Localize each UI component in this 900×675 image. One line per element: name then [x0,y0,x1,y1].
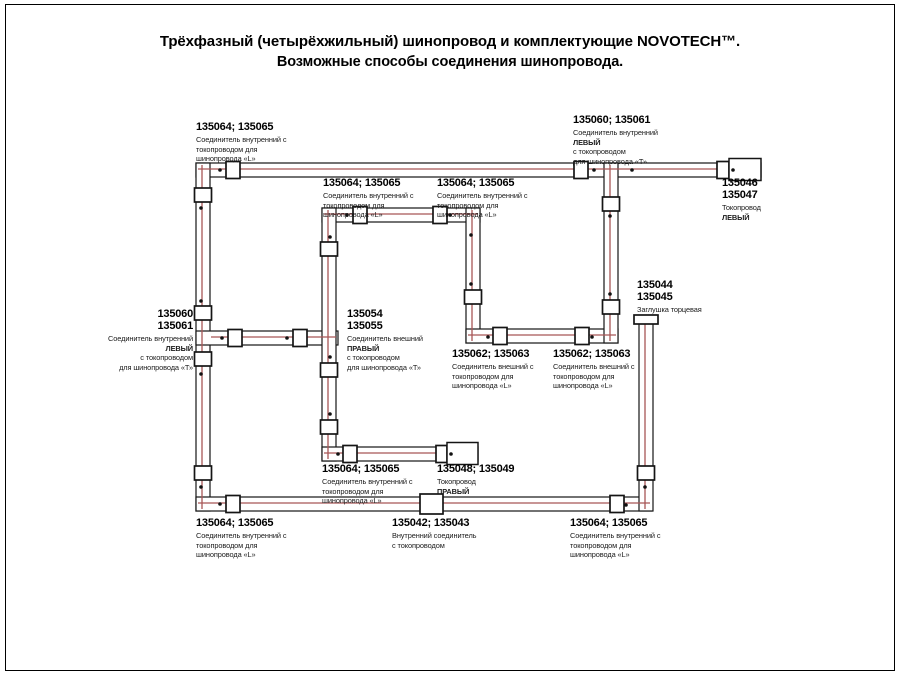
junction-dot [328,355,332,359]
junction-dot [199,206,203,210]
track-right-vertical [604,163,618,343]
connector-box [321,363,338,377]
part-label-outer-mid-right [553,348,634,391]
connector-box [343,446,357,463]
part-label-top-left [196,121,287,164]
title-line-2: Возможные способы соединения шинопровода. [276,54,624,70]
connector-box [321,242,338,256]
junction-dot [590,335,594,339]
connector-box [603,300,620,314]
part-desc-line: с токопроводом [392,540,445,550]
part-desc-line: Соединитель внутренний [573,128,658,137]
part-desc-line: токопроводом для [322,486,384,496]
track-mid-left-vertical [466,208,480,343]
part-desc-line: Соединитель внутренний с [323,191,414,200]
part-desc-line: Соединитель внутренний с [570,531,661,540]
part-label-feed-left [722,177,761,222]
part-label-outer-mid-left [452,348,533,391]
part-desc-line: ПРАВЫЙ [437,486,470,496]
junction-dot [328,412,332,416]
connector-box [226,162,240,179]
part-desc-line: ПРАВЫЙ [347,343,380,353]
part-code: 135060; 135061 [573,114,651,126]
part-label-end-cap [637,279,702,315]
part-code: 135064; 135065 [322,463,400,475]
junction-dot [285,336,289,340]
part-desc-line: для шинопровода «Т» [119,362,193,372]
connector-box [436,446,447,463]
junction-dot [486,335,490,339]
part-desc-line: для шинопровода «Т» [573,156,647,166]
part-label-left-tee [53,308,193,372]
connector-box [465,290,482,304]
straight-connector-box [420,494,443,514]
part-desc-line: Заглушка торцевая [637,305,702,314]
part-desc-line: Внутренний соединитель [392,531,477,540]
track-top [196,163,761,177]
connector-box [195,306,212,320]
part-code: 135062; 135063 [553,348,631,360]
part-label-top-mid-left [323,177,414,220]
part-label-top-right [573,114,658,166]
part-desc-line: Соединитель внешний с [452,362,534,371]
part-label-top-mid-right [437,177,528,220]
part-desc-line: токопроводом для [570,540,632,550]
part-desc-line: шинопровода «L» [452,381,512,391]
junction-dot [328,235,332,239]
part-desc-line: токопроводом для [553,371,615,381]
part-desc-line: шинопровода «L» [322,496,382,506]
part-code: 135042; 135043 [392,517,470,529]
junction-dot [643,485,647,489]
part-desc-line: токопроводом для [196,540,258,550]
part-desc-line: шинопровода «L» [570,550,630,560]
part-code: 135064; 135065 [437,177,515,189]
part-desc-line: шинопровода «L» [323,210,383,220]
connector-box [493,328,507,345]
connector-box [293,330,307,347]
connector-box [195,466,212,480]
junction-dot [449,452,453,456]
junction-dot [199,299,203,303]
junction-dot [220,336,224,340]
junction-dot [218,168,222,172]
part-desc-line: ЛЕВЫЙ [165,343,193,353]
part-code: 135048; 135049 [437,463,515,475]
end-cap-box [634,315,658,324]
connector-box [603,197,620,211]
connector-box [610,496,624,513]
part-code: 135060 [157,308,193,320]
track-endcap-vertical [639,322,653,511]
part-label-feed-right [437,463,514,496]
junction-dot [469,233,473,237]
part-code: 135054 [347,308,383,320]
part-desc-line: токопроводом для [437,200,499,210]
part-label-inner-bottom [322,463,413,506]
connector-box [228,330,242,347]
part-desc-line: Соединитель внутренний с [196,135,287,144]
part-label-bottom-mid [392,517,476,550]
connector-box [195,352,212,366]
part-code: 135064; 135065 [196,121,274,133]
part-desc-line: Соединитель внутренний с [437,191,528,200]
part-desc-line: с токопроводом [573,147,626,157]
connector-box [575,328,589,345]
junction-dot [608,292,612,296]
junction-dot [469,282,473,286]
junction-dot [218,502,222,506]
part-desc-line: Соединитель внутренний с [196,531,287,540]
junction-dot [592,168,596,172]
part-desc-line: токопроводом для [196,144,258,154]
part-code: 135044 [637,279,673,291]
part-code: 135045 [637,291,673,303]
part-code: 135064; 135065 [196,517,274,529]
part-desc-line: шинопровода «L» [196,154,256,164]
connector-box [321,420,338,434]
part-code: 135055 [347,320,383,332]
connector-box [638,466,655,480]
part-code: 135047 [722,189,758,201]
part-desc-line: Соединитель внешний [347,334,423,343]
connector-box [226,496,240,513]
part-label-bottom-right [570,517,661,560]
part-code: 135064; 135065 [323,177,401,189]
connector-box [717,162,729,179]
part-desc-line: шинопровода «L» [553,381,613,391]
junction-dot [199,485,203,489]
part-code: 135061 [157,320,193,332]
part-desc-line: для шинопровода «Т» [347,362,421,372]
track-left-branch [196,331,338,345]
part-desc-line: шинопровода «L» [196,550,256,560]
part-label-center-tee [347,308,423,372]
part-desc-line: с токопроводом [347,353,400,363]
part-desc-line: шинопровода «L» [437,210,497,220]
title-line-1: Трёхфазный (четырёхжильный) шинопровод и комплектующие NOVOTECH™. [159,33,741,50]
part-desc-line: с токопроводом [140,353,193,363]
part-desc-line: Соединитель внешний с [553,362,635,371]
part-code: 135064; 135065 [570,517,648,529]
part-desc-line: токопроводом для [452,371,514,381]
junction-dot [731,168,735,172]
junction-dot [608,214,612,218]
junction-dot [336,452,340,456]
connector-box [195,188,212,202]
part-desc-line: Токопровод [722,203,761,212]
part-code: 135062; 135063 [452,348,530,360]
part-code: 135046 [722,177,758,189]
part-desc-line: Токопровод [437,477,476,486]
junction-dot [199,372,203,376]
junction-dot [624,503,628,507]
part-desc-line: ЛЕВЫЙ [573,137,601,147]
part-desc-line: ЛЕВЫЙ [722,212,750,222]
junction-dot [630,168,634,172]
part-desc-line: токопроводом для [323,200,385,210]
part-desc-line: Соединитель внутренний с [322,477,413,486]
part-label-bottom-left [196,517,287,560]
part-desc-line: Соединитель внутренний [108,334,193,343]
